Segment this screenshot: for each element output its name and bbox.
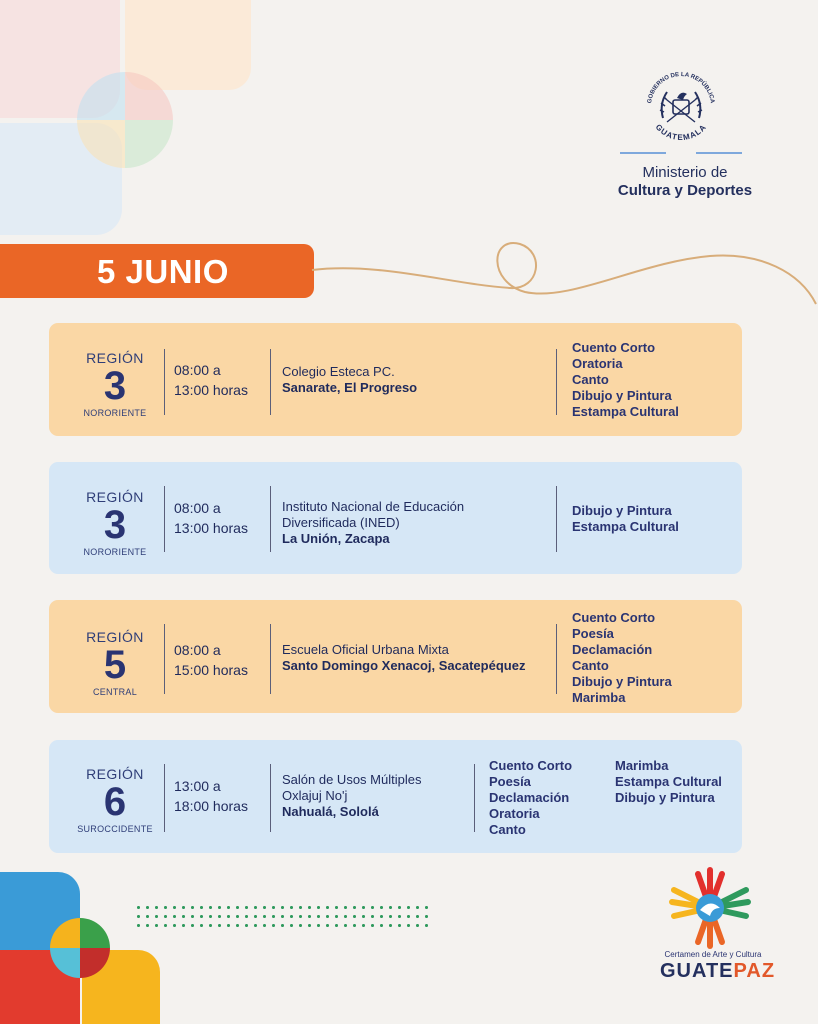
activities-list-secondary [615,758,722,806]
time-start: 08:00 a [174,642,221,658]
region-number: 6 [103,780,127,824]
event-time [174,640,248,680]
guatepaz-caption: Certamen de Arte y Cultura [664,950,762,959]
region-block [69,350,161,418]
place-location: La Unión, Zacapa [282,531,390,546]
activity-item: Canto [572,658,609,673]
activity-item: Dibujo y Pintura [615,790,715,805]
region-label: REGIÓN [86,766,144,782]
region-number: 3 [103,503,127,547]
svg-text:GUATEMALA [654,122,709,142]
activity-item: Declamación [572,642,653,657]
decor-quartered-circle-bottom [50,918,110,978]
time-start: 08:00 a [174,500,221,516]
activity-item: Canto [572,372,609,387]
time-end: 15:00 horas [174,662,248,678]
event-place [282,772,421,820]
decorative-ribbon-line [310,232,818,312]
decor-quartered-circle [77,72,173,168]
divider [164,349,165,415]
region-zone: CENTRAL [92,687,138,697]
place-line: Instituto Nacional de Educación [282,499,465,514]
event-card-1 [49,323,742,436]
activity-item: Estampa Cultural [615,774,722,789]
region-label: REGIÓN [86,489,144,505]
divider [164,624,165,694]
activity-item: Poesía [572,626,614,641]
activity-item: Declamación [489,790,570,805]
seal-bottom-text: GUATEMALA [653,122,709,143]
guatepaz-hands-logo [660,862,760,958]
time-start: 08:00 a [174,362,221,378]
activities-list [489,758,572,838]
divider [556,349,557,415]
divider [164,486,165,552]
event-place [282,642,525,674]
region-label: REGIÓN [86,350,144,366]
activity-item: Dibujo y Pintura [572,503,672,518]
event-time [174,360,248,400]
place-line: Diversificada (INED) [282,515,400,530]
event-place [282,364,417,396]
event-card-2 [49,462,742,574]
guatepaz-word-2: PAZ [733,960,776,982]
region-number: 3 [103,364,127,408]
divider [556,624,557,694]
region-block [69,766,161,834]
activity-item: Cuento Corto [572,340,656,355]
ministry-name [600,164,770,200]
activity-item: Marimba [572,690,626,705]
time-start: 13:00 a [174,778,221,794]
event-time [174,776,248,816]
time-end: 18:00 horas [174,798,248,814]
guatepaz-word-1: GUATE [660,960,734,982]
government-seal-logo [637,62,725,150]
activity-item: Poesía [489,774,531,789]
activity-item: Estampa Cultural [572,519,679,534]
divider [556,486,557,552]
activity-item: Canto [489,822,526,837]
place-line: Colegio Esteca PC. [282,364,395,379]
guatepaz-wordmark [660,960,776,983]
divider [270,349,271,415]
divider [270,764,271,832]
divider [474,764,475,832]
activities-list [572,503,679,535]
activities-list [572,340,679,420]
event-card-3 [49,600,742,713]
activity-item: Oratoria [572,356,623,371]
time-end: 13:00 horas [174,382,248,398]
region-zone: NORORIENTE [83,547,147,557]
region-block [69,489,161,557]
divider [270,624,271,694]
region-zone: SUROCCIDENTE [77,824,153,834]
ministry-line-1: Ministerio de [642,164,728,181]
activity-item: Dibujo y Pintura [572,674,672,689]
event-card-4 [49,740,742,853]
activity-item: Dibujo y Pintura [572,388,672,403]
activity-item: Cuento Corto [572,610,656,625]
activities-list [572,610,672,706]
time-end: 13:00 horas [174,520,248,536]
event-place [282,499,464,547]
place-line: Oxlajuj No'j [282,788,348,803]
seal-top-text: GOBIERNO DE LA REPÚBLICA [647,71,715,104]
date-title: 5 JUNIO [97,253,229,290]
divider [270,486,271,552]
seal-divider-lines [620,152,742,155]
activity-item: Cuento Corto [489,758,573,773]
place-line: Escuela Oficial Urbana Mixta [282,642,449,657]
place-location: Santo Domingo Xenacoj, Sacatepéquez [282,658,526,673]
place-location: Sanarate, El Progreso [282,380,418,395]
activity-item: Oratoria [489,806,540,821]
place-line: Salón de Usos Múltiples [282,772,422,787]
place-location: Nahualá, Sololá [282,804,379,819]
dotted-pattern [134,903,434,929]
ministry-line-2: Cultura y Deportes [617,182,753,199]
event-time [174,498,248,538]
divider [164,764,165,832]
region-block [69,629,161,697]
region-label: REGIÓN [86,629,144,645]
region-number: 5 [103,643,127,687]
activity-item: Marimba [615,758,669,773]
region-zone: NORORIENTE [83,408,147,418]
activity-item: Estampa Cultural [572,404,679,419]
